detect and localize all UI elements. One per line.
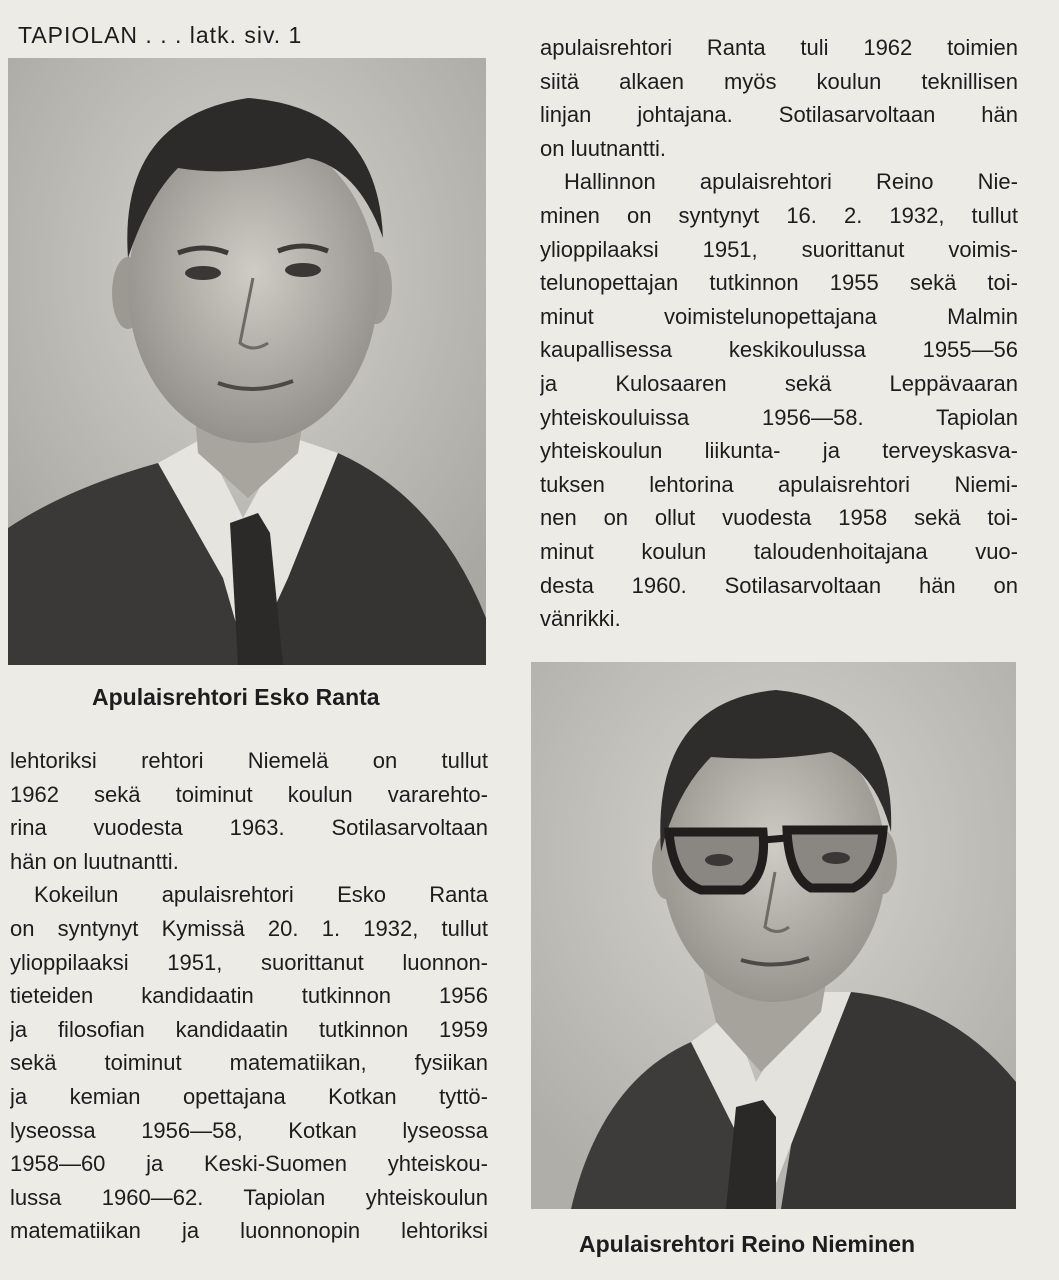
text-line: on syntynyt Kymissä 20. 1. 1932, tullut — [10, 915, 488, 941]
text-line: rina vuodesta 1963. Sotilasarvoltaan — [10, 815, 488, 841]
text-line: minen on syntynyt 16. 2. 1932, tullut — [540, 202, 1018, 228]
text-line: minut koulun taloudenhoitajana vuo- — [540, 538, 1018, 564]
text-line: vänrikki. — [540, 606, 621, 632]
text-line: matematiikan ja luonnonopin lehtoriksi — [10, 1218, 488, 1244]
text-column-left — [10, 744, 488, 1248]
text-line: lyseossa 1956—58, Kotkan lyseossa — [10, 1117, 488, 1143]
text-line: Hallinnon apulaisrehtori Reino Nie- — [564, 169, 1018, 195]
text-line: 1958—60 ja Keski-Suomen yhteiskou- — [10, 1151, 488, 1177]
photo-caption-ranta: Apulaisrehtori Esko Ranta — [92, 684, 380, 710]
text-line: siitä alkaen myös koulun teknillisen — [540, 68, 1018, 94]
text-line: tuksen lehtorina apulaisrehtori Niemi- — [540, 471, 1018, 497]
text-line: 1962 sekä toiminut koulun vararehto- — [10, 781, 488, 807]
text-line: lehtoriksi rehtori Niemelä on tullut — [10, 748, 488, 773]
text-line: lussa 1960—62. Tapiolan yhteiskoulun — [10, 1184, 488, 1210]
text-line: ylioppilaaksi 1951, suorittanut luonnon- — [10, 949, 488, 975]
text-line: sekä toiminut matematiikan, fysiikan — [10, 1050, 488, 1076]
text-line: hän on luutnantti. — [10, 848, 179, 874]
text-line: apulaisrehtori Ranta tuli 1962 toimien — [540, 35, 1018, 60]
text-line: kaupallisessa keskikoulussa 1955—56 — [540, 337, 1018, 363]
text-line: linjan johtajana. Sotilasarvoltaan hän — [540, 102, 1018, 128]
text-line: ja filosofian kandidaatin tutkinnon 1959 — [10, 1016, 488, 1042]
text-line: ja kemian opettajana Kotkan tyttö- — [10, 1083, 488, 1109]
page-header: TAPIOLAN . . . latk. siv. 1 — [18, 22, 303, 48]
text-line: telunopettajan tutkinnon 1955 sekä toi- — [540, 270, 1018, 296]
text-line: yhteiskouluissa 1956—58. Tapiolan — [540, 404, 1018, 430]
text-line: nen on ollut vuodesta 1958 sekä toi- — [540, 505, 1018, 531]
text-line: yhteiskoulun liikunta- ja terveyskasva- — [540, 438, 1018, 464]
text-line: tieteiden kandidaatin tutkinnon 1956 — [10, 983, 488, 1009]
text-line: on luutnantti. — [540, 135, 666, 161]
text-line: desta 1960. Sotilasarvoltaan hän on — [540, 572, 1018, 598]
text-line: minut voimistelunopettajana Malmin — [540, 303, 1018, 329]
photo-caption-nieminen: Apulaisrehtori Reino Nieminen — [579, 1231, 916, 1257]
text-line: ylioppilaaksi 1951, suorittanut voimis- — [540, 236, 1018, 262]
text-line: ja Kulosaaren sekä Leppävaaran — [540, 370, 1018, 396]
text-column-right — [540, 31, 1018, 636]
text-line: Kokeilun apulaisrehtori Esko Ranta — [34, 882, 488, 908]
portrait-photo-nieminen — [531, 662, 1016, 1209]
portrait-photo-ranta — [8, 58, 486, 665]
